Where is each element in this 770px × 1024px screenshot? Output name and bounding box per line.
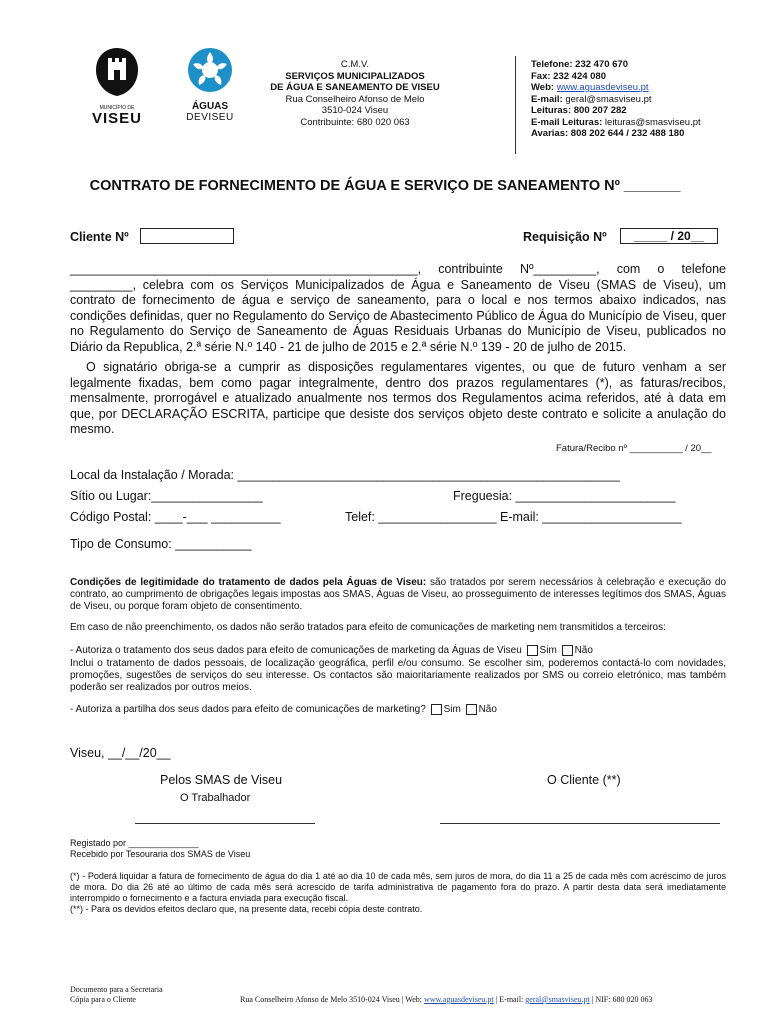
rgpd-intro bbox=[70, 577, 726, 613]
contact-email[interactable]: geral@smasviseu.pt bbox=[565, 93, 652, 105]
contact-telefone: Telefone: 232 470 670 bbox=[531, 59, 628, 70]
aguas-drop-icon bbox=[180, 46, 240, 96]
local-instalacao-field[interactable]: Local da Instalação / Morada: _______________________________________________________ bbox=[70, 468, 620, 482]
footer-contact: Rua Conselheiro Afonso de Melo 3510-024 Viseu | Web: www.aguasdeviseu.pt | E-mail: geral@smasviseu.pt | NIF: 680 020 063 bbox=[240, 995, 653, 1004]
rgpd-question-2 bbox=[70, 704, 726, 716]
footer-web-link[interactable]: www.aguasdeviseu.pt bbox=[423, 995, 494, 1004]
contract-title: CONTRATO DE FORNECIMENTO DE ÁGUA E SERVIÇO DE SANEAMENTO Nº _______ bbox=[89, 178, 681, 194]
rgpd-question-1-text: - Autoriza o tratamento dos seus dados para efeito de comunicações de marketing da Águas de Viseu bbox=[70, 645, 522, 657]
rgpd-question-1-detail: Inclui o tratamento de dados pessoais, de localização geográfica, perfil e/ou consumo. Se escolher sim, poderemos contactá-lo com novidades, promoções, sugestões de serviços do seu interesse. Os contactos são maioritariamente realizados por SMS ou correio eletrónico, mas também poderão ser realizados por outros meios. bbox=[70, 658, 726, 693]
q2-nao-checkbox[interactable] bbox=[466, 704, 477, 715]
smas-signature-line[interactable] bbox=[135, 823, 315, 824]
contact-fax: Fax: 232 424 080 bbox=[531, 70, 607, 82]
footer-nif: NIF: 680 020 063 bbox=[595, 995, 653, 1004]
q2-sim-checkbox[interactable] bbox=[431, 704, 442, 715]
footer-copy-secretaria: Documento para a Secretaria bbox=[70, 985, 163, 994]
aguas-logo-name: DEVISEU bbox=[186, 112, 234, 123]
registo-block bbox=[70, 838, 250, 860]
org-line: SERVIÇOS MUNICIPALIZADOS bbox=[285, 70, 425, 82]
cliente-signatory-label: O Cliente (**) bbox=[547, 773, 621, 787]
contacts-block bbox=[531, 59, 751, 140]
contract-paragraph-1: __________________________________________________, contribuinte Nº_________, com o telefone _________, celebra com os Serviços Municipalizados de Água e Saneamento de Viseu (SMAS de Viseu), um contrato de fornecimento de água e serviço de saneamento, para o local e nos termos abaixo indicados, nas condições definidas, quer no Regulamento do Serviço de Abastecimento Público de Água do Município de Viseu, quer no Regulamento do Serviço de Saneamento de Águas Residuais Urbanas do Município de Viseu, publicados no Diário da Republica, 2.ª série N.º 140 - 21 de julho de 2015 e 2.ª série N.º 139 - 20 de julho de 2015. bbox=[70, 262, 726, 354]
contact-email-label: E-mail: bbox=[531, 93, 566, 105]
contact-web-label: Web: bbox=[531, 82, 557, 93]
org-line: Rua Conselheiro Afonso de Melo bbox=[285, 93, 425, 105]
sitio-lugar-field[interactable]: Sítio ou Lugar:________________ bbox=[70, 489, 263, 503]
q1-sim-label: Sim bbox=[539, 645, 557, 657]
rgpd-no-fill: Em caso de não preenchimento, os dados não serão tratados para efeito de comunicações de marketing nem transmitidos a terceiros: bbox=[70, 622, 666, 633]
rgpd-question-2-text: - Autoriza a partilha dos seus dados para efeito de comunicações de marketing? bbox=[70, 704, 426, 716]
cliente-signature-line[interactable] bbox=[440, 823, 720, 824]
municipio-logo-name: VISEU bbox=[91, 110, 142, 127]
rgpd-intro-text: são tratados por serem necessários à celebração e execução do contrato, ao cumprimento de obrigações legais impostas aos SMAS, Águas de Viseu, ao prosseguimento de interesses legítimos dos SMAS, Águas de Viseu, ou porque foram objeto de consentimento. bbox=[70, 577, 727, 612]
notes-block bbox=[70, 871, 726, 915]
header-divider bbox=[515, 56, 516, 154]
cliente-number-field[interactable] bbox=[140, 228, 234, 244]
note-double-asterisk: (**) - Para os devidos efeitos declaro que, na presente data, recebi cópia deste contrato. bbox=[70, 904, 423, 914]
q1-nao-checkbox[interactable] bbox=[562, 645, 573, 656]
q2-sim-label: Sim bbox=[443, 704, 461, 716]
cliente-label: Cliente Nº bbox=[70, 230, 129, 244]
municipio-crest-icon bbox=[86, 46, 148, 98]
rgpd-intro-title: Condições de legitimidade do tratamento de dados pela Águas de Viseu: bbox=[70, 577, 427, 588]
footer-email-label: E-mail: bbox=[499, 995, 526, 1004]
telef-email-field[interactable]: Telef: _________________ E-mail: ____________________ bbox=[345, 510, 682, 524]
recebido-por: Recebido por Tesouraria dos SMAS de Viseu bbox=[70, 849, 251, 859]
q1-sim-checkbox[interactable] bbox=[527, 645, 538, 656]
contact-leituras: Leituras: 800 207 282 bbox=[531, 105, 627, 116]
org-line: Contribuinte: 680 020 063 bbox=[300, 116, 410, 128]
contract-paragraph-2: O signatário obriga-se a cumprir as disposições regulamentares vigentes, ou que de futuro venham a ser legalmente fixadas, bem como pagar integralmente, dentro dos prazos regulamentares (*), as faturas/recibos, mensalmente, prorrogável e atualizado anualmente nos termos dos Regulamentos acima referidos, até à data em que, por DECLARAÇÃO ESCRITA, participe que desiste dos serviços objeto deste contrato e solicite a anulação do mesmo. bbox=[70, 360, 726, 436]
footer-copy-cliente: Cópia para o Cliente bbox=[70, 995, 136, 1004]
footer-address: Rua Conselheiro Afonso de Melo 3510-024 Viseu bbox=[240, 995, 400, 1004]
trabalhador-label: O Trabalhador bbox=[180, 792, 251, 804]
footer-web-label: Web: bbox=[405, 995, 424, 1004]
municipio-logo-label: MUNICÍPIO DE bbox=[99, 105, 135, 111]
rgpd-question-1 bbox=[70, 645, 726, 657]
org-line: 3510-024 Viseu bbox=[321, 105, 389, 116]
footer-copies bbox=[70, 985, 163, 1005]
org-line: C.M.V. bbox=[340, 59, 370, 70]
fatura-recibo: Fatura/Recibo nº __________ / 20__ bbox=[556, 443, 712, 454]
codigo-postal-field[interactable]: Código Postal: ____-___ __________ bbox=[70, 510, 281, 524]
footer-email-link[interactable]: geral@smasviseu.pt bbox=[525, 995, 590, 1004]
tipo-consumo-field[interactable]: Tipo de Consumo: ___________ bbox=[70, 537, 252, 551]
freguesia-field[interactable]: Freguesia: _______________________ bbox=[453, 489, 676, 503]
aguas-logo bbox=[180, 46, 240, 122]
contact-email-leituras[interactable]: leituras@smasviseu.pt bbox=[604, 116, 701, 128]
requisicao-label: Requisição Nº bbox=[523, 230, 607, 244]
q1-nao-label: Não bbox=[574, 645, 593, 657]
contact-avarias: Avarias: 808 202 644 / 232 488 180 bbox=[531, 128, 685, 139]
aguas-logo-label: ÁGUAS bbox=[191, 101, 229, 112]
municipio-logo bbox=[86, 46, 148, 127]
requisicao-number-field[interactable]: _____ / 20__ bbox=[620, 228, 718, 244]
registado-por: Registado por ______________ bbox=[70, 838, 199, 848]
smas-signatory-label: Pelos SMAS de Viseu bbox=[160, 773, 283, 787]
note-asterisk: (*) - Poderá liquidar a fatura de fornecimento de água do dia 1 até ao dia 10 de cada mês, sem juros de mora, do dia 11 a 25 de cada mês com acréscimo de juros de mora. Do dia 26 até ao último de cada mês será acrescido de tarifa administrativa de pagamento fora do prazo. A partir desta data será imediatamente interrompido o fornecimento e a factura enviada para execução fiscal. bbox=[70, 871, 726, 903]
contact-email-leituras-label: E-mail Leituras: bbox=[531, 116, 605, 128]
org-block bbox=[250, 59, 460, 128]
org-line: DE ÁGUA E SANEAMENTO DE VISEU bbox=[270, 82, 440, 93]
q2-nao-label: Não bbox=[478, 704, 497, 716]
contact-web-link[interactable]: www.aguasdeviseu.pt bbox=[556, 82, 649, 93]
date-field[interactable]: Viseu, __/__/20__ bbox=[70, 746, 171, 760]
